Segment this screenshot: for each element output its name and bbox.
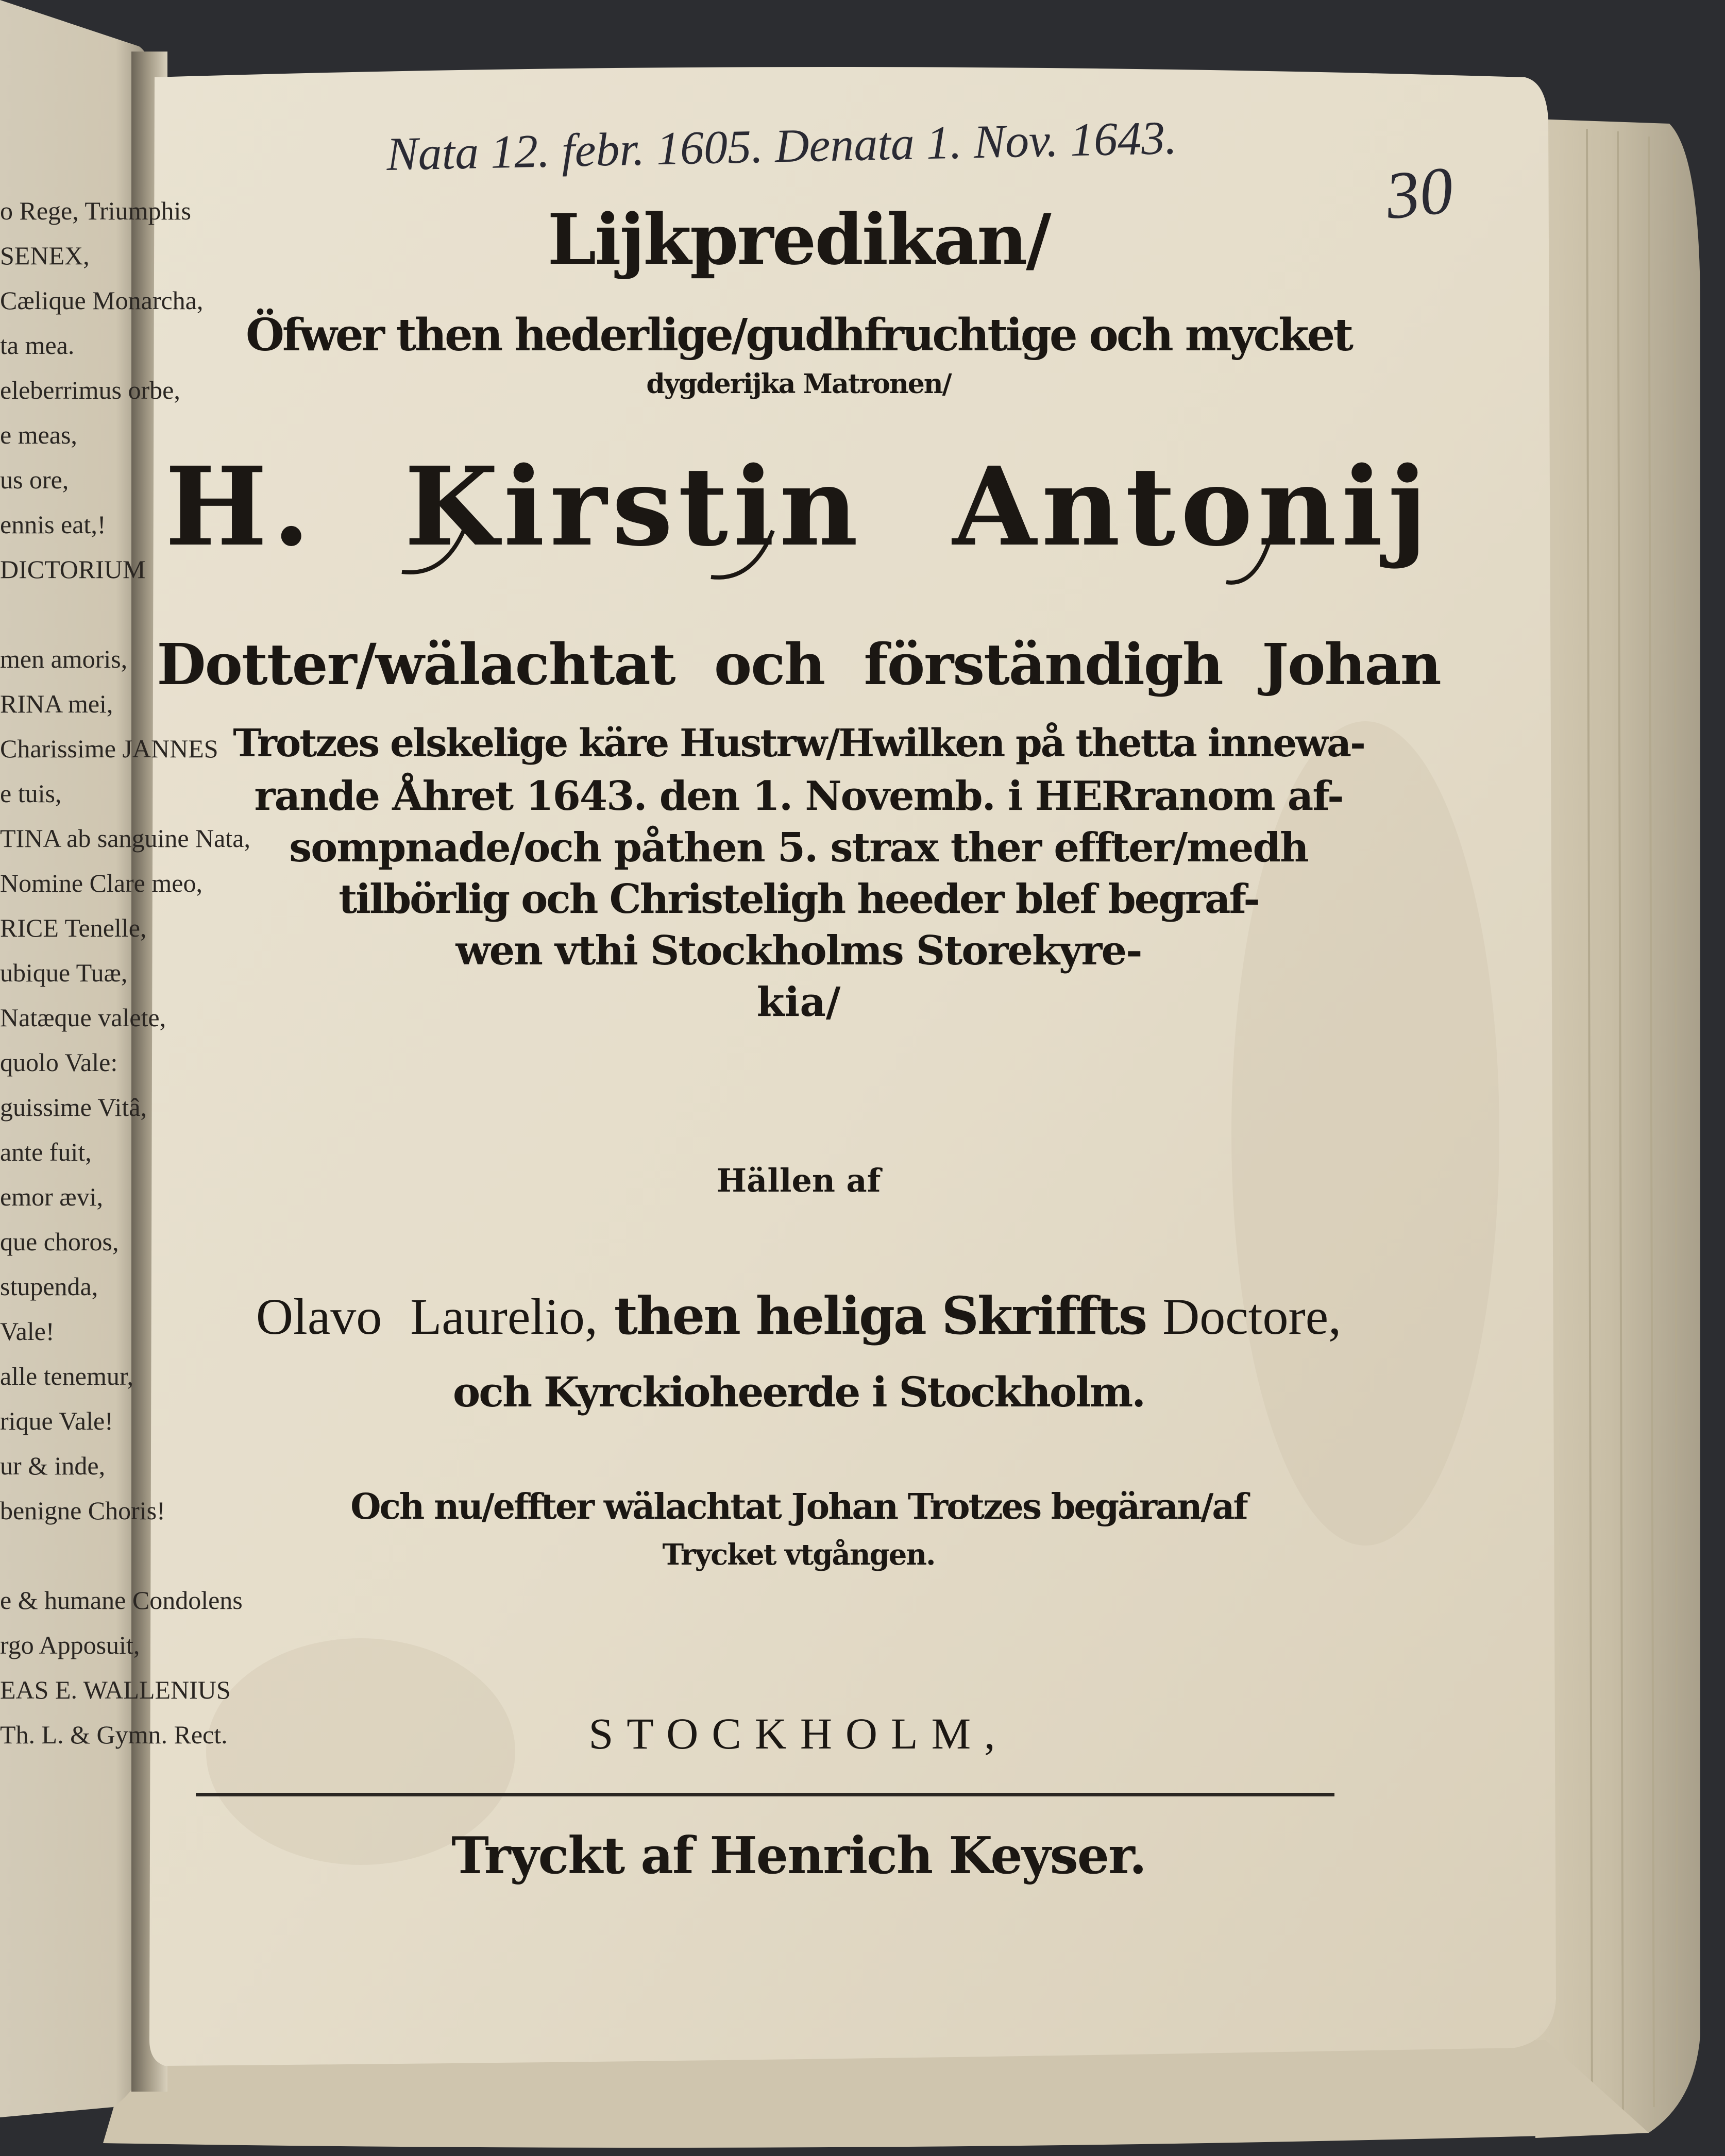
facing-page-line: rique Vale! xyxy=(0,1406,113,1435)
author-mid: then heliga Skriffts xyxy=(614,1285,1146,1346)
facing-page-line: ta mea. xyxy=(0,331,75,360)
facing-page-line: SENEX, xyxy=(0,241,90,270)
author-end: Doctore, xyxy=(1162,1288,1342,1345)
facing-page-line: ante fuit, xyxy=(0,1138,92,1166)
facing-page-line: rgo Apposuit, xyxy=(0,1631,140,1659)
facing-page-line: RINA mei, xyxy=(0,689,113,718)
facing-page-line: TINA ab sanguine Nata, xyxy=(0,824,250,853)
body-line-3: rande Åhret 1643. den 1. Novemb. i HERranom af- xyxy=(254,773,1343,820)
facing-page-line: men amoris, xyxy=(0,644,128,673)
handwritten-page-number: 30 xyxy=(1382,152,1457,234)
body-line-5: tilbörlig och Christeligh heeder blef begraf- xyxy=(339,876,1259,923)
facing-page-line: RICE Tenelle, xyxy=(0,913,147,942)
facing-page-line: Charissime JANNES xyxy=(0,734,218,763)
handwritten-dates: Nata 12. febr. 1605. Denata 1. Nov. 1643. xyxy=(386,111,1178,181)
facing-page-line: ubique Tuæ, xyxy=(0,958,128,987)
body-line-7: kia/ xyxy=(756,979,841,1026)
body-line-2: Trotzes elskelige käre Hustrw/Hwilken på thetta innewa- xyxy=(233,721,1364,766)
facing-page-line: e tuis, xyxy=(0,779,62,808)
facing-page-line: emor ævi, xyxy=(0,1182,103,1211)
hallen-af: Hällen af xyxy=(716,1162,881,1199)
facing-page-line: o Rege, Triumphis xyxy=(0,196,191,225)
facing-page-line: e meas, xyxy=(0,420,77,449)
body-line-4: sompnade/och påthen 5. strax ther effter/medh xyxy=(289,824,1308,871)
author-line-1 xyxy=(155,1285,1443,1346)
facing-page-line: e & humane Condolens xyxy=(0,1586,243,1615)
facing-page-line: Nomine Clare meo, xyxy=(0,869,202,897)
facing-page-line: DICTORIUM xyxy=(0,555,146,584)
title-line-2: Öfwer then hederlige/gudhfruchtige och mycket xyxy=(245,309,1352,361)
facing-page-line: us ore, xyxy=(0,465,69,494)
imprint-printer: Tryckt af Henrich Keyser. xyxy=(451,1826,1146,1886)
facing-page-line: EAS E. WALLENIUS xyxy=(0,1675,231,1704)
facing-page-line: alle tenemur, xyxy=(0,1362,133,1390)
facing-page-line: stupenda, xyxy=(0,1272,98,1301)
facing-page-line: quolo Vale: xyxy=(0,1048,118,1077)
imprint-rule xyxy=(196,1793,1334,1796)
title-name: H. Kirstin Antonij xyxy=(165,443,1432,570)
author-line-2: och Kyrckioheerde i Stockholm. xyxy=(452,1368,1145,1416)
request-line-2: Trycket vtgången. xyxy=(662,1538,935,1572)
facing-page-line: Vale! xyxy=(0,1317,55,1346)
title-line-3: dygderijka Matronen/ xyxy=(646,368,951,400)
request-line-1: Och nu/effter wälachtat Johan Trotzes begäran/af xyxy=(350,1486,1247,1527)
facing-page-line: Th. L. & Gymn. Rect. xyxy=(0,1720,228,1749)
body-line-1: Dotter/wälachtat och förständigh Johan xyxy=(157,631,1441,698)
facing-page-line: que choros, xyxy=(0,1227,119,1256)
facing-page-line: eleberrimus orbe, xyxy=(0,376,180,404)
facing-page-line: ennis eat,! xyxy=(0,510,106,539)
facing-page-line: Cælique Monarcha, xyxy=(0,286,204,315)
imprint-city: STOCKHOLM, xyxy=(588,1709,1009,1758)
author-latin: Olavo Laurelio, xyxy=(256,1288,598,1345)
title-heading: Lijkpredikan/ xyxy=(547,198,1050,280)
facing-page-line: ur & inde, xyxy=(0,1451,106,1480)
facing-page-line: Natæque valete, xyxy=(0,1003,166,1032)
facing-page-line: benigne Choris! xyxy=(0,1496,165,1525)
facing-page-line: guissime Vitâ, xyxy=(0,1093,147,1122)
body-line-6: wen vthi Stockholms Storekyre- xyxy=(455,927,1142,974)
